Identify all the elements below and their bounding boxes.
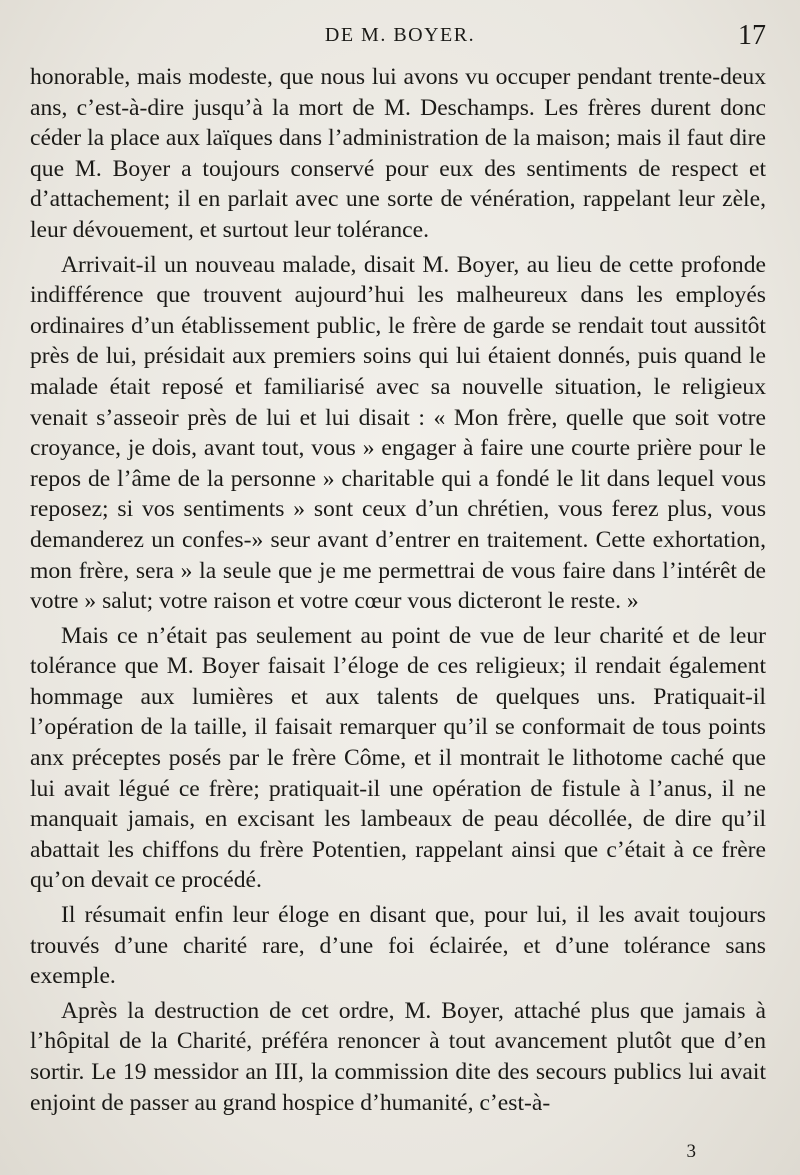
body-text bbox=[30, 62, 766, 1122]
paragraph-continuation: honorable, mais modeste, que nous lui avons vu occuper pendant trente-deux ans, c’est-à-dire jusqu’à la mort de M. Deschamps. Les frères durent donc céder la place aux laïques dans l’administration de la maison; mais il faut dire que M. Boyer a toujours conservé pour eux des sentiments de respect et d’attachement; il en parlait avec une sorte de vénération, rappelant leur zèle, leur dévouement, et surtout leur tolérance. bbox=[30, 64, 766, 243]
running-title: DE M. BOYER. bbox=[324, 24, 476, 46]
paragraph-after-destruction: Après la destruction de cet ordre, M. Boyer, attaché plus que jamais à l’hôpital de la Charité, préféra renoncer à tout avancement plutôt que d’en sortir. Le 19 messidor an III, la commission dite des secours publics lui avait enjoint de passer au grand hospice d’humanité, c’est-à- bbox=[30, 997, 766, 1116]
page-number: 17 bbox=[738, 20, 766, 51]
running-header bbox=[0, 20, 800, 56]
printer-signature-mark: 3 bbox=[686, 1141, 696, 1162]
paragraph-summary: Il résumait enfin leur éloge en disant que, pour lui, il les avait toujours trouvés d’une charité rare, d’une foi éclairée, et d’une tolérance sans exemple. bbox=[30, 902, 766, 990]
paragraph-tolerance-talents: Mais ce n’était pas seulement au point de vue de leur charité et de leur tolérance que M. Boyer faisait l’éloge de ces religieux; il rendait également hommage aux lumières et aux talents de quelques uns. Pratiquait-il l’opération de la taille, il faisait remarquer qu’il se conformait de tous points anx préceptes posés par le frère Côme, et il montrait le lithotome caché que lui avait légué ce frère; pratiquait-il une opération de fistule à l’anus, il ne manquait jamais, en excisant les lambeaux de peau décollée, de dire qu’il abattait les chiffons du frère Potentien, rappelant ainsi que c’était à ce frère qu’on devait ce procédé. bbox=[30, 622, 766, 894]
paragraph-new-patient: Arrivait-il un nouveau malade, disait M. Boyer, au lieu de cette profonde indifférence que trouvent aujourd’hui les malheureux dans les employés ordinaires d’un établissement public, le frère de garde se rendait tout aussitôt près de lui, présidait aux premiers soins qui lui étaient donnés, puis quand le malade était reposé et familiarisé avec sa nouvelle situation, le religieux venait s’asseoir près de lui et lui disait : « Mon frère, quelle que soit votre croyance, je dois, avant tout, vous » engager à faire une courte prière pour le repos de l’âme de la personne » charitable qui a fondé le lit dans lequel vous reposez; si vos sentiments » sont ceux d’un chrétien, vous ferez plus, vous demanderez un confes-» seur avant d’entrer en traitement. Cette exhortation, mon frère, sera » la seule que je me permettrai de vous faire dans l’intérêt de votre » salut; votre raison et votre cœur vous dicteront le reste. » bbox=[30, 251, 766, 615]
